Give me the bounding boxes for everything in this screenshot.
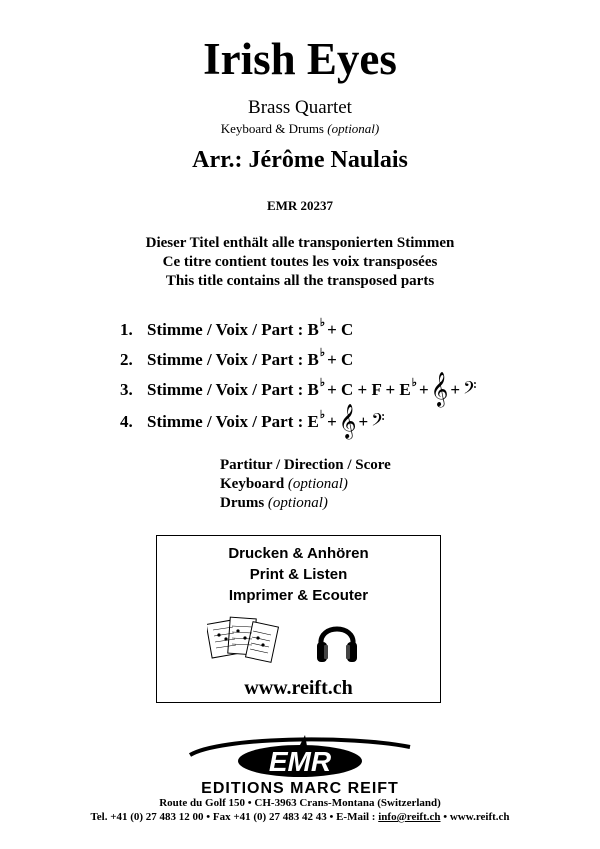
publisher-name: EDITIONS MARC REIFT (201, 780, 399, 795)
emr-logo (150, 733, 450, 795)
publisher-contact (0, 810, 600, 824)
headphones-icon (314, 612, 360, 668)
sheet-music-icon (207, 614, 279, 666)
bass-clef-icon: 𝄢 (371, 410, 385, 434)
optional-label: (optional) (267, 495, 328, 511)
part-label: Stimme / Voix / Part : (147, 320, 304, 339)
ensemble-extra-label: Keyboard & Drums (220, 121, 324, 136)
plus-sign: + (327, 412, 337, 431)
contact-suffix: • www.reift.ch (440, 811, 510, 823)
catalog-number: EMR 20237 (266, 198, 334, 213)
bass-clef-icon: 𝄢 (463, 378, 477, 402)
language-line-fr: Ce titre contient toutes les voix transposées (162, 254, 438, 270)
part-number: 1. (120, 320, 133, 339)
flat-icon: ♭ (319, 409, 326, 421)
promo-line-en: Print & Listen (249, 566, 348, 583)
part-keys-rest: + C (327, 320, 354, 339)
part-number: 3. (120, 380, 133, 399)
part-keys-rest: + C (327, 350, 354, 369)
email-link[interactable]: info@reift.ch (378, 811, 441, 823)
part-key: B (307, 380, 319, 399)
logo-mark: EMR (268, 746, 332, 777)
part-line-2 (120, 349, 353, 371)
promo-line-fr: Imprimer & Ecouter (228, 587, 369, 604)
optional-label: (optional) (287, 476, 348, 492)
part-key: B (307, 350, 319, 369)
promo-url[interactable]: www.reift.ch (244, 677, 353, 699)
promo-line-de: Drucken & Anhören (228, 545, 369, 562)
flat-icon: ♭ (411, 377, 417, 389)
part-key: E (307, 412, 319, 431)
part-number: 2. (120, 350, 133, 369)
extra-keyboard (220, 475, 348, 494)
part-number: 4. (120, 412, 133, 431)
plus-sign: + (358, 412, 369, 431)
contact-prefix: Tel. +41 (0) 27 483 12 00 • Fax +41 (0) 27 483 42 43 • E-Mail : (90, 811, 379, 823)
drums-label: Drums (220, 495, 265, 511)
part-line-1 (120, 319, 353, 341)
ensemble-extra (0, 121, 600, 137)
part-label: Stimme / Voix / Part : (147, 350, 304, 369)
extra-score (220, 456, 391, 475)
publisher-address: Route du Golf 150 • CH-3963 Crans-Montana (Switzerland) (159, 797, 441, 809)
part-label: Stimme / Voix / Part : (147, 380, 304, 399)
plus-sign: + (450, 380, 461, 399)
flat-icon: ♭ (319, 347, 326, 359)
part-keys-rest: + C + F + E (327, 380, 411, 399)
treble-clef-icon: 𝄞 (430, 372, 449, 407)
language-line-de: Dieser Titel enthält alle transponierten Stimmen (145, 235, 455, 251)
part-line-3 (120, 372, 477, 407)
part-label: Stimme / Voix / Part : (147, 412, 304, 431)
language-line-en: This title contains all the transposed parts (165, 273, 435, 289)
page-title: Irish Eyes (203, 34, 397, 84)
part-line-4 (120, 404, 385, 439)
optional-label: (optional) (327, 121, 380, 136)
arranger: Arr.: Jérôme Naulais (192, 147, 408, 173)
flat-icon: ♭ (319, 317, 326, 329)
plus-sign: + (418, 380, 429, 399)
treble-clef-icon: 𝄞 (338, 404, 357, 439)
promo-box (156, 535, 441, 703)
flat-icon: ♭ (319, 377, 326, 389)
extra-drums (220, 494, 328, 513)
keyboard-label: Keyboard (220, 476, 285, 492)
score-label: Partitur / Direction / Score (220, 457, 391, 473)
part-key: B (307, 320, 319, 339)
ensemble: Brass Quartet (248, 97, 352, 118)
